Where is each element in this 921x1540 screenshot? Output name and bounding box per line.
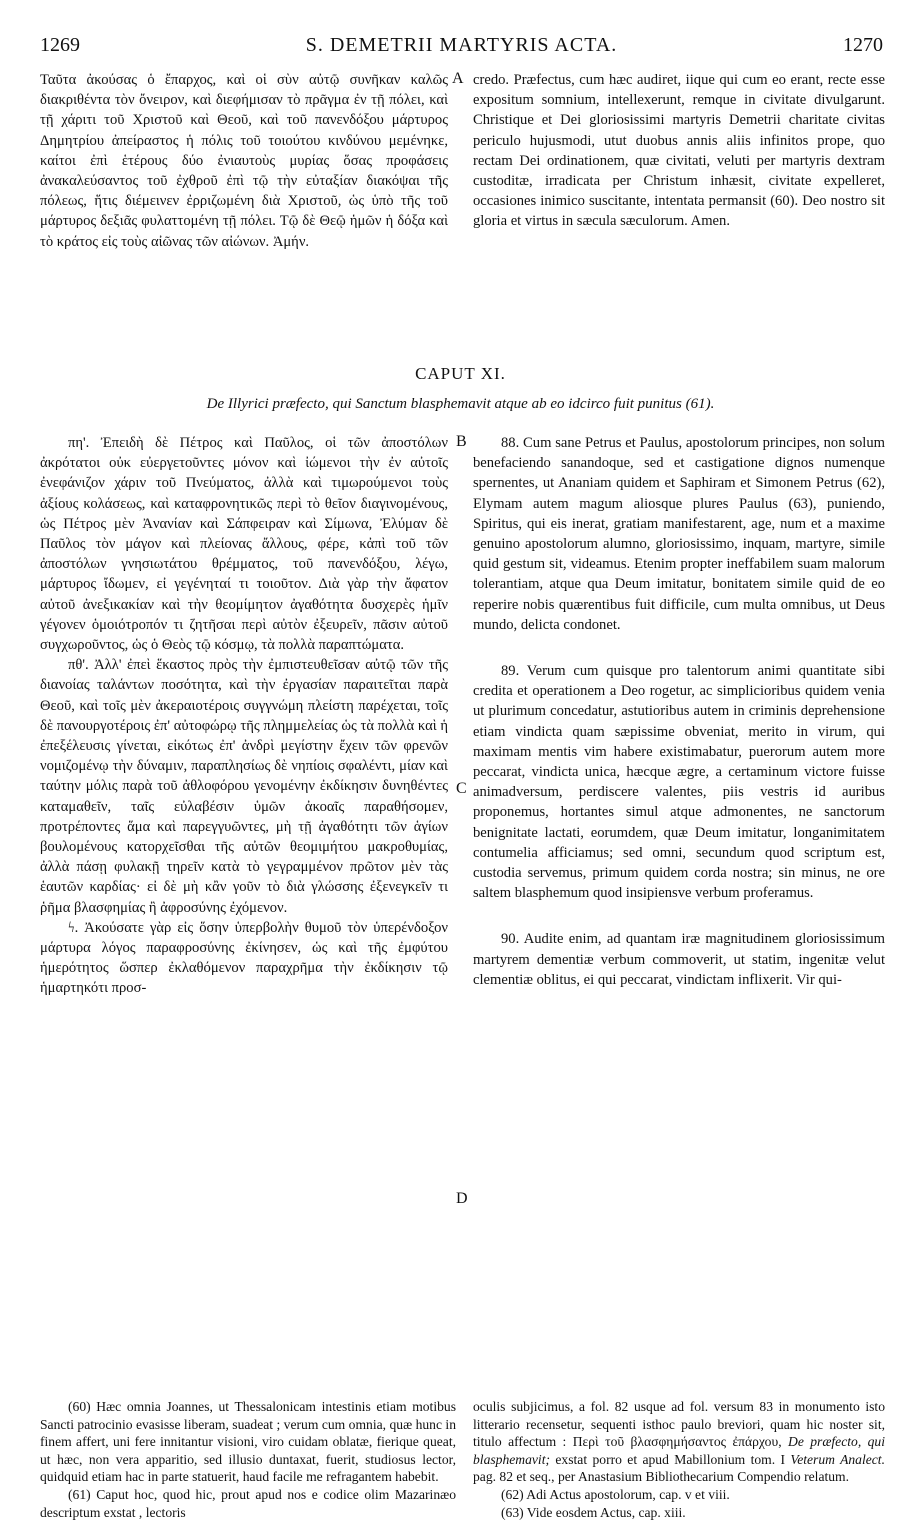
running-title: S. DEMETRII MARTYRIS ACTA. [305, 34, 618, 56]
right-page-number: 1270 [843, 34, 883, 56]
greek-paragraph-89: πθ'. Ἀλλ' ἐπεὶ ἕκαστος πρὸς τὴν ἐμπιστευθεῖσαν αὐτῷ τῶν τῆς διανοίας ταλάντων ποσότητα, καὶ τὴν ἐργασίαν παραιτεῖται παρὰ Θεοῦ, καὶ τοῖς μὲν ἀκεραιοτέροις συγγνώμη πλείστη παρέχεται, τοῖς δὲ πανουργοτέροις ἐπ' αὐτοφώρῳ τῆς πλημμελείας ὡς τὰ πολλὰ καὶ ἡ ἐπεξέλευσις γίνεται, εἰκότως ἐπ' ἀνδρὶ μεγίστην ἔχειν τῶν φρενῶν νομιζομένῳ τὴν δύναμιν, παραπλησίως δὲ νηπίοις σφαλέντι, μίαν καὶ ταύτην μόλις παρὰ τοῦ ἀθλοφόρου γενομένην ἐκδίκησιν δυνηθέντες καταμαθεῖν, ταῖς εὐλαβέσιν ὑμῶν ἀκοαῖς παραθήσομεν, προτρέποντες ἅμα καὶ παρεγγυῶντες, μὴ τῇ ἀγαθότητι τῶν ἁγίων βουλομένους κατορχεῖσθαι τῆς αὐτῶν θεομιμήτου μακροθυμίας, ἀλλὰ πάσῃ φυλακῇ τηρεῖν κατὰ τὸ γεγραμμένον πρῶτον μὲν τὰς ἑαυτῶν καρδίας· εἰ δὲ μὴ κἂν γοῦν τὸ διὰ γλώσσης ἐξενεγκεῖν τι ῥῆμα βλασφημίας ἢ ἀφροσύνης ἐχόμενον. [40, 657, 448, 916]
chapter-title: CAPUT XI. [415, 364, 506, 383]
latin-column-main [473, 433, 885, 990]
footnote-61: (61) Caput hoc, quod hic, prout apud nos e codice olim Mazarinæo descriptum exstat , lectoris [40, 1486, 456, 1520]
margin-marker-d: D [456, 1190, 468, 1207]
greek-paragraph: Ταῦτα ἀκούσας ὁ ἔπαρχος, καὶ οἱ σὺν αὐτῷ συνῆκαν καλῶς διακριθέντα τὸν ὄνειρον, καὶ διεφήμισαν τὸ πρᾶγμα ἐν τῇ πόλει, καὶ τῇ χάριτι τοῦ Χριστοῦ καὶ Θεοῦ, καὶ τοῦ πανενδόξου μάρτυρος Δημητρίου ἀπείραστος ἡ πόλις τοῦ τοιούτου κινδύνου μεμένηκε, καίτοι ἐπὶ ἑτέρους δύο ἐνιαυτοὺς μυρίας ὅσας προφάσεις ἀνακαλεύσαντος τοῦ ἐχθροῦ ἐπὶ τῷ τὴν εὐταξίαν διακόψαι τῆς πόλεως, ἥτις διέμεινεν ἐρριζωμένη διὰ Χριστοῦ, ὡς ὑπὸ τῆς τοῦ μάρτυρος δεξιᾶς φυλαττομένη τῇ πόλει. Τῷ δὲ Θεῷ ἡμῶν ἡ δόξα καὶ τὸ κράτος εἰς τοὺς αἰῶνας τῶν αἰώνων. Ἀμήν. [40, 72, 448, 250]
footnote-61-continued: oculis subjicimus, a fol. 82 usque ad fol. versum 83 in monumento isto litterario recensetur, sequenti isthoc paulo breviori, quam hic noster sit, titulo affectum : Περὶ τοῦ βλασφημήσαντος ἐπάρχου, De præfecto, qui blasphemavit; exstat porro et apud Mabillonium tom. I Veterum Analect. pag. 82 et seq., per Anastasium Bibliothecarium Compendio relatum. [473, 1399, 885, 1485]
latin-paragraph-89: 89. Verum cum quisque pro talentorum animi quantitate sibi credita et operationem a Deo rogetur, ac simplicioribus quidem venia ut plurimum concedatur, astutioribus autem in criminis deprehensione etiam vindicta quam sæpissime obveniat, merito in virum, qui maximam mentis vim habere existimabatur, puerorum autem more peccarat, vindicta unica, hæcque ægre, a certaminum victore fuisse animadversum, perdiscere valentes, piis vestris id auribus proponemus, hortantes simul atque admonentes, ne sanctorum benignitate lactati, eorumdem, quæ Deum imitatur, longanimitatem contumelia afficiamus; sed omni, secundum quod scriptum est, custodia servemus, primum quidem corda nostra; sin minus, ne ore saltem blasphemum quod insipiensve verbum proferamus. [473, 663, 885, 902]
latin-paragraph-88: 88. Cum sane Petrus et Paulus, apostolorum principes, non solum benefaciendo sanandoque, sed et castigatione dignos numenque spernentes, ut Ananiam quidem et Saphiram et Simonem Petrus (62), Elymam autem magum aliosque plures Paulus (63), puniendo, Spiritus, qui eis inerat, gratiam manifestarent, age, num et a maxime genuino apostolorum alumno, gloriosissimo, inquam, martyre, simile quid gestum sit, videamus. Etenim propter ineffabilem suam malorum tolerantiam, atque qua Deum imitatur, bonitatem simile quid de eo reperire nobis quærentibus fuit difficile, cum multa omnibus, ut Deus mundo, delicta condonet. [473, 435, 885, 633]
margin-marker-a: A [452, 70, 464, 87]
latin-paragraph-90: 90. Audite enim, ad quantam iræ magnitudinem gloriosissimum martyrem dementiæ verbum commoverit, ut statim, ingenitæ velut clementiæ oblitus, ei qui peccarat, vindictam inflixerit. Vir qui- [473, 931, 885, 988]
footnote-63: (63) Vide eosdem Actus, cap. xiii. [501, 1504, 686, 1520]
margin-marker-b: B [456, 433, 467, 450]
greek-column-top [40, 70, 448, 252]
margin-marker-c: C [456, 780, 467, 797]
latin-column-top [473, 70, 885, 232]
chapter-subtitle: De Illyrici præfecto, qui Sanctum blasphemavit atque ab eo idcirco fuit punitus (61). [206, 396, 715, 412]
footnotes-right [473, 1398, 885, 1521]
greek-paragraph-90: ϟ. Ἀκούσατε γὰρ εἰς ὅσην ὑπερβολὴν θυμοῦ τὸν ὑπερένδοξον μάρτυρα λόγος παραφροσύνης ἐκίνησεν, ὡς καὶ τῆς ἐμφύτου ἡμερότητος ὥσπερ ἐκλαθόμενον παραχρῆμα τὴν ἐκδίκησιν τῷ ἡμαρτηκότι προσ- [40, 919, 448, 997]
greek-column-main [40, 433, 448, 999]
footnote-62: (62) Adi Actus apostolorum, cap. v et viii. [501, 1486, 730, 1502]
latin-paragraph: credo. Præfectus, cum hæc audiret, iique qui cum eo erant, recte esse expositum somnium, intellexerunt, remque in civitate divulgarunt. Christique et Dei gloriosissimi martyris Demetrii charitate civitas periculo hujusmodi, utut duobus annis aliis infinitos prope, quo rectam Dei ordinationem, quæ civitati, veluti per martyris dextram custoditæ, irradicata per Christum inhæsit, civitate expelleret, occasiones inimico suscitante, intentata permansit (60). Deo nostro sit gloria et virtus in sæcula sæculorum. Amen. [473, 72, 885, 230]
left-page-number: 1269 [40, 34, 80, 56]
footnotes-left [40, 1398, 456, 1521]
greek-paragraph-88: πη'. Ἐπειδὴ δὲ Πέτρος καὶ Παῦλος, οἱ τῶν ἀποστόλων ἀκρότατοι οὐκ εὐεργετοῦντες μόνον καὶ ἰώμενοι τὴν ἐν αὐτοῖς ἐνεφάνιζον χάριν τοῦ Πνεύματος, ἀλλὰ καὶ τιμωρούμενοι τοὺς ἀξίους κολάσεως, καὶ καταφρονητικῶς περὶ τὸ θεῖον διαγινομένους, ὡς Πέτρος μὲν Ἀνανίαν καὶ Σάπφειραν καὶ Σίμωνα, Ἐλύμαν δὲ Παῦλος τὸν μάγον καὶ πλείονας ἄλλους, φέρε, κἀπὶ τοῦ τῶν ἀποστόλων γνησιωτάτου θρέμματος, τοῦ πανενδόξου, λέγω, μάρτυρος ἴδωμεν, εἰ γεγένηταί τι τοιοῦτον. Διὰ γὰρ τὴν ἄφατον αὐτοῦ ἀνεξικακίαν καὶ τὴν θεομίμητον ἀγαθότητα δυσχερὲς ἡμῖν γέγονεν ὁμοιότροπόν τι ζητῆσαι περὶ αὐτὸν ἐξευρεῖν, πᾶσιν αὐτοῦ συγχωροῦντος, ὡς ὁ Θεὸς τῷ κόσμῳ, τὰ πολλὰ παραπτώματα. [40, 435, 448, 654]
running-header [40, 34, 883, 62]
footnote-60: (60) Hæc omnia Joannes, ut Thessalonicam intestinis etiam motibus Sancti patrocinio evasisse liberam, suadeat ; verum cum omnia, quæ hunc in finem affert, uni fere innitantur visioni, viro cuidam oblatæ, fierique queat, ut hæc, non vera apparitio, sed illusio duntaxat, fuerit, studiosus lector, quidquid etiam hac in parte statuerit, haud facile me refragantem habebit. [40, 1399, 456, 1485]
